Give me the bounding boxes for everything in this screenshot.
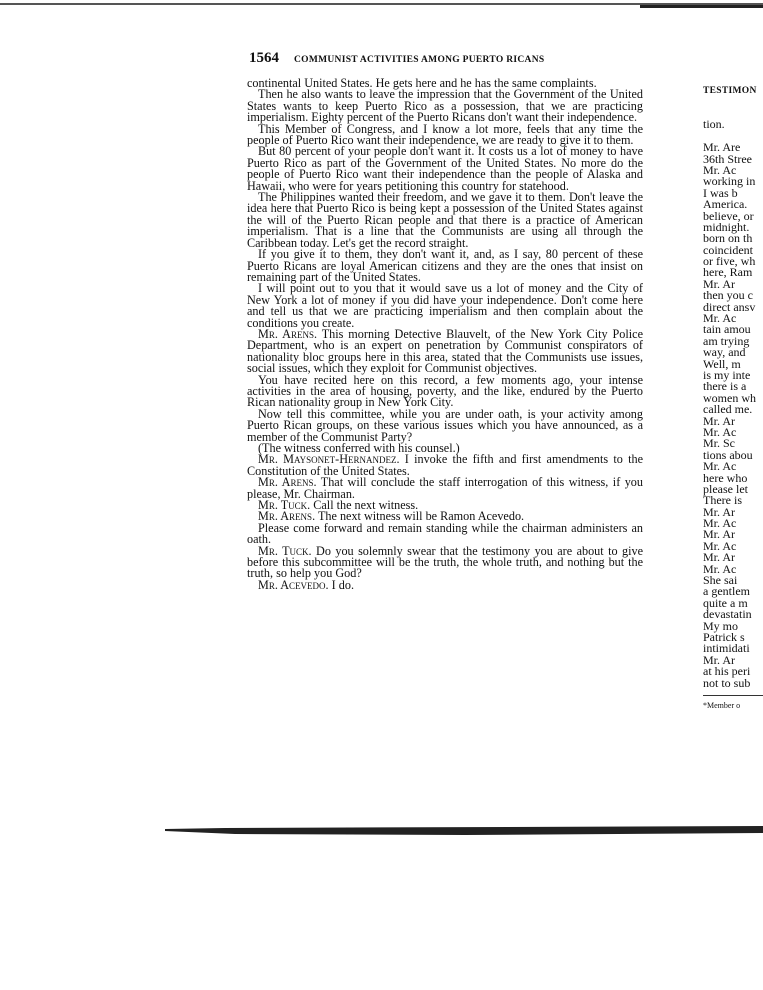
body-paragraph (247, 543, 643, 581)
adjacent-page-line: way, and (703, 345, 746, 360)
paragraph-text: You have recited here on this record, a few moments ago, your intense activities in the area of housing, poverty, and the like, endured by the Puerto Rican nationality group in New York City. (247, 372, 643, 410)
adjacent-page-line: coincident (703, 242, 753, 257)
paragraph-text: (The witness conferred with his counsel.) (258, 441, 460, 455)
adjacent-page-line: working in (703, 174, 756, 189)
adjacent-page-line: quite a m (703, 595, 748, 610)
adjacent-page-line: called me. (703, 402, 753, 417)
adjacent-page-line: not to sub (703, 675, 751, 690)
adjacent-page-line: born on th (703, 231, 753, 246)
adjacent-page-line: tions abou (703, 447, 753, 462)
adjacent-page-line: please let (703, 481, 748, 496)
paragraph-text: Now tell this committee, while you are under oath, is your activity among Puerto Rican groups, on these various issues which you have announced, as a member of the Communist Party? (247, 406, 643, 444)
adjacent-page-line: Mr. Ar (703, 527, 736, 542)
adjacent-page-line: Mr. Ac (703, 516, 737, 531)
adjacent-page-line: Mr. Ac (703, 424, 737, 439)
adjacent-page-line: here who (703, 470, 748, 485)
adjacent-page-line: there is a (703, 379, 747, 394)
adjacent-page-line: then you c (703, 288, 753, 303)
scan-shadow-bottom (165, 825, 763, 835)
footnote-rule (703, 695, 763, 696)
paragraph-text: I invoke the fifth and first amendments to the Constitution of the United States. (247, 452, 643, 478)
paragraph-text: Then he also wants to leave the impression that the Government of the United States wants to keep Puerto Rico as a possession, that we are practicing imperialism. Eighty percent of the Puerto Ricans don't want their independence. (247, 87, 643, 125)
adjacent-page-line: midnight. (703, 219, 750, 234)
paragraph-text: This morning Detective Blauvelt, of the New York City Police Department, who is an expert on penetration by Communist conspirators of nationality bloc groups here in this area, stated that the Communists use issues, social issues, which they exploit for Communist objectives. (247, 326, 643, 376)
adjacent-page-footnote: *Member o (703, 700, 741, 710)
adjacent-page-column (703, 86, 763, 826)
adjacent-page-line: Mr. Ar (703, 504, 736, 519)
adjacent-page-line: Mr. Ar (703, 550, 736, 565)
paragraph-text: If you give it to them, they don't want it, and, as I say, 80 percent of these Puerto Ricans are loyal American citizens and they are the ones that insist on remaining part of the United States. (247, 247, 643, 284)
speaker-name: Mr. Arens. (258, 509, 316, 524)
adjacent-page-line: or five, wh (703, 254, 756, 269)
adjacent-page-line: Mr. Sc (703, 436, 736, 451)
body-paragraph (247, 477, 643, 500)
body-paragraph (247, 192, 643, 249)
adjacent-page-line: tain amou (703, 322, 751, 337)
body-paragraph (247, 146, 643, 192)
body-paragraph (247, 372, 643, 410)
body-paragraph (247, 406, 643, 444)
adjacent-page-line: She sai (703, 573, 738, 588)
adjacent-page-line: Mr. Ar (703, 276, 736, 291)
speaker-name: Mr. Arens. (258, 326, 317, 341)
running-head: COMMUNIST ACTIVITIES AMONG PUERTO RICANS (294, 55, 545, 65)
speaker-name: Mr. Tuck. (258, 498, 311, 513)
speaker-name: Mr. Acevedo. (258, 577, 329, 592)
adjacent-page-line: Mr. Ar (703, 652, 736, 667)
adjacent-page-line: intimidati (703, 641, 750, 656)
adjacent-page-lines (703, 119, 763, 689)
body-paragraph (247, 454, 643, 477)
adjacent-page-line: 36th Stree (703, 151, 752, 166)
adjacent-page-line: Mr. Ac (703, 459, 737, 474)
paragraph-text: Do you solemnly swear that the testimony you are about to give before this subcommittee will be the truth, the whole truth, and nothing but the truth, so help you God? (247, 543, 643, 581)
adjacent-page-line: There is (703, 493, 742, 508)
adjacent-page-line: Mr. Are (703, 140, 741, 155)
adjacent-page-line: My mo (703, 618, 739, 633)
paragraph-text: The next witness will be Ramon Acevedo. (315, 509, 525, 524)
body-paragraph (247, 283, 643, 329)
body-paragraph (247, 326, 643, 376)
page-header (249, 50, 669, 67)
speaker-name: Mr. Tuck. (258, 543, 312, 558)
adjacent-page-line: tion. (703, 117, 725, 132)
speaker-name: Mr. Maysonet-Hernandez. (258, 452, 400, 467)
paragraph-text: continental United States. He gets here and he has the same complaints. (247, 76, 597, 90)
paragraph-text: That will conclude the staff interrogation of this witness, if you please, Mr. Chairman. (247, 475, 643, 501)
adjacent-page-line: devastatin (703, 607, 752, 622)
body-paragraph (247, 577, 643, 592)
adjacent-page-line: is my inte (703, 368, 751, 382)
adjacent-page-line: America. (703, 197, 748, 212)
paragraph-text: I do. (328, 577, 354, 592)
main-column (247, 78, 643, 591)
adjacent-page-line: women wh (703, 390, 756, 405)
page-number: 1564 (249, 50, 279, 66)
adjacent-page-line: Mr. Ac (703, 162, 737, 177)
paragraph-text: Call the next witness. (310, 498, 419, 513)
body-paragraph (247, 520, 643, 547)
paragraph-text: Please come forward and remain standing while the chairman administers an oath. (247, 520, 643, 547)
body-paragraph (247, 249, 643, 283)
adjacent-page-line: Mr. Ac (703, 538, 737, 553)
adjacent-page-line: Mr. Ac (703, 311, 737, 326)
adjacent-page-line: Mr. Ar (703, 413, 736, 428)
adjacent-page-line: I was b (703, 185, 738, 200)
body-paragraph (247, 89, 643, 123)
paragraph-text: The Philippines wanted their freedom, and we gave it to them. Don't leave the idea here that Puerto Rico is being kept a possession of the United States against the will of the Puerto Rican people and that there is a practice of American imperialism. That is a line that the Communists are using all through the Caribbean today. Let's get the record straight. (247, 190, 643, 250)
adjacent-page-line: Mr. Ac (703, 561, 737, 576)
adjacent-page-line: here, Ram (703, 265, 753, 280)
paragraph-text: But 80 percent of your people don't want it. It costs us a lot of money to have Puerto Rico as part of the Government of the United States. No more do the people of Puerto Rico want their independence than the people of Alaska and Hawaii, who were for years petitioning this country for statehood. (247, 144, 643, 193)
adjacent-page-line: Patrick s (703, 629, 745, 644)
adjacent-page-line: direct ansv (703, 299, 756, 314)
adjacent-page-line: at his peri (703, 664, 751, 679)
adjacent-page-line: Well, m (703, 356, 741, 371)
adjacent-page-line: am trying (703, 333, 750, 348)
adjacent-page-title: TESTIMON (703, 86, 757, 96)
adjacent-page-line: a gentlem (703, 584, 750, 599)
adjacent-page-line: believe, or (703, 208, 754, 223)
scan-edge-top-right (640, 5, 763, 8)
body-paragraph (247, 121, 643, 148)
paragraph-text: I will point out to you that it would save us a lot of money and the City of New York a lot of money if you did have your independence. Don't come here and tell us that we are practicing imperialism and then complain about the conditions you create. (247, 281, 643, 330)
speaker-name: Mr. Arens. (258, 475, 317, 490)
paragraph-text: This Member of Congress, and I know a lot more, feels that any time the people of Puerto Rico want their independence, we are ready to give it to them. (247, 121, 643, 148)
